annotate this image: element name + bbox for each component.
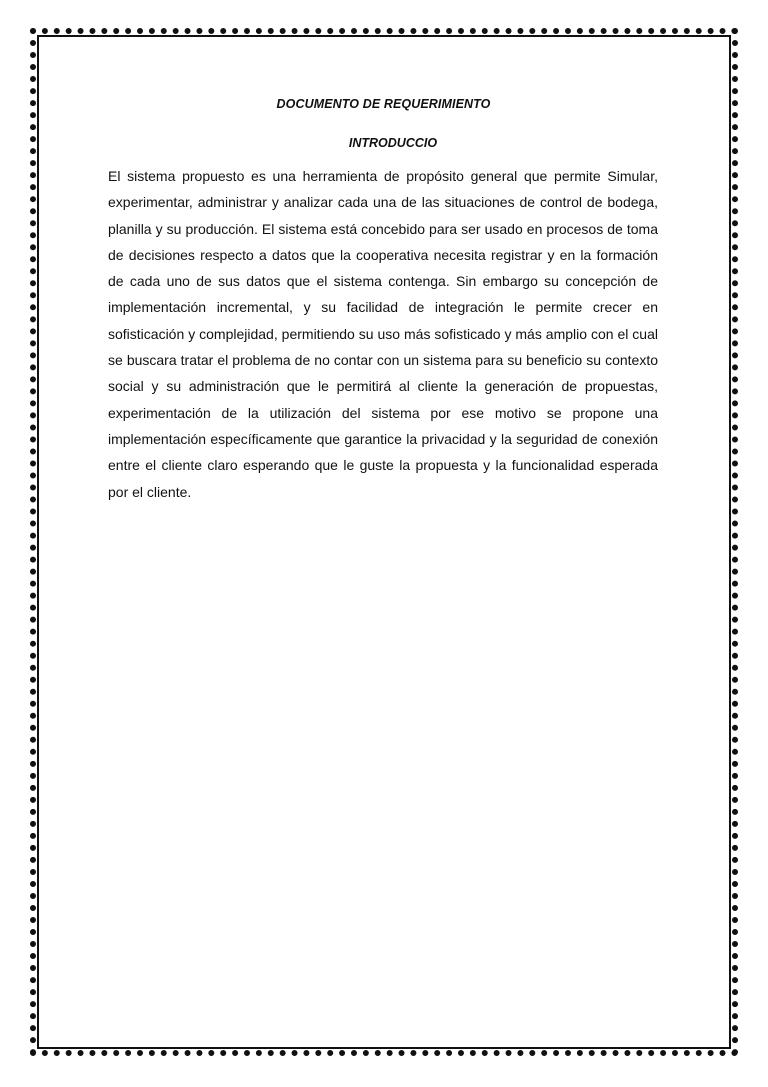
document-title-text: DOCUMENTO DE REQUERIMIENTO — [276, 97, 491, 111]
document-title — [0, 97, 768, 111]
section-heading-text: INTRODUCCIO — [348, 136, 438, 150]
introduction-paragraph: El sistema propuesto es una herramienta de propósito general que permite Simular, experimentar, administrar y analizar cada una de las situaciones de control de bodega, planilla y su producción. El sistema está concebido para ser usado en procesos de toma de decisiones respecto a datos que la cooperativa necesita registrar y en la formación de cada uno de sus datos que el sistema contenga. Sin embargo su concepción de implementación incremental, y su facilidad de integración le permite crecer en sofisticación y complejidad, permitiendo su uso más sofisticado y más amplio con el cual se buscara tratar el problema de no contar con un sistema para su beneficio su contexto social y su administración que le permitirá al cliente la generación de propuestas, experimentación de la utilización del sistema por ese motivo se propone una implementación específicamente que garantice la privacidad y la seguridad de conexión entre el cliente claro esperando que le guste la propuesta y la funcionalidad esperada por el cliente. — [108, 168, 658, 500]
section-heading — [0, 136, 768, 150]
